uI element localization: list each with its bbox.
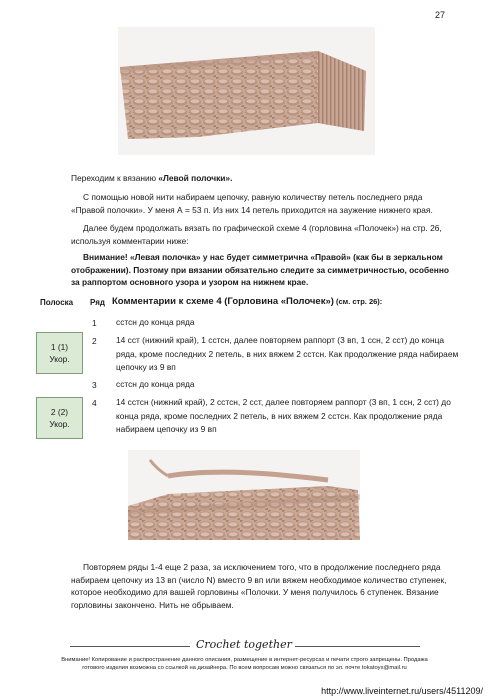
row-number-3: 3 [92,380,97,390]
col-header-comment [112,296,462,307]
col-header-comment-title: Комментарии к схеме 4 (Горловина «Полочек») [112,296,334,307]
intro-paragraph-2: С помощью новой нити набираем цепочку, равную количеству петель последнего ряда «Правой полочки». У меня А = 53 п. Из них 14 петель приходится на заужение нижнего края. [71,192,433,215]
strip-box-1-number: 1 (1) [50,341,69,352]
neckline-photo [128,450,360,540]
knitted-front-photo [118,27,375,155]
strip-box-2 [36,397,83,439]
strip-box-1-label: Укор. [49,354,70,364]
knitted-piece-illustration [118,27,375,155]
col-header-comment-ref: (см. стр. 26): [333,297,383,306]
strip-box-1 [36,332,83,374]
copyright-note-line-1: Внимание! Копирование и распространение данного описания, размещение в интернет-ресурсах и печати строго запрещены. Продажа [61,657,428,663]
row-text-1: сстсн до конца ряда [116,317,195,327]
page-number: 27 [434,10,445,20]
row-number-4: 4 [92,398,97,408]
col-header-strip: Полоска [40,298,74,307]
footer-divider-right [295,646,420,647]
col-header-row: Ряд [90,298,105,307]
brand-signature: Crochet together [196,638,292,651]
intro-paragraph-3: Далее будем продолжать вязать по графической схеме 4 (горловина «Полочек») на стр. 26, используя комментарии ниже: [71,223,442,246]
footer-divider-left [70,646,190,647]
warning-paragraph: Внимание! «Левая полочка» у нас будет симметрична «Правой» (как бы в зеркальном отображении). Поэтому при вязании обязательно следите за симметричностью, особенно за раппортом основного узора и узором на нижнем крае. [71,252,450,288]
left-front-title: «Левой полочки». [158,173,233,183]
intro-paragraph-1 [71,172,451,185]
intro-prefix: Переходим к вязанию [71,173,159,183]
closing-paragraph: Повторяем ряды 1-4 еще 2 раза, за исключением того, что в продолжение последнего ряда набираем цепочку из 13 вп (число N) вместо 9 вп или вяжем необходимое количество ступенек, которое необходимо для вашей горловины «Полочки. У меня получилось 6 ступенек. Вязание горловины закончено. Нить не обрываем. [71,562,447,610]
strip-box-2-label: Укор. [49,419,70,429]
row-text-2: 14 сст (нижний край), 1 сстсн, далее повторяем раппорт (3 вп, 1 ссн, 2 сст) до конца ряда, кроме последних 2 петель, в них вяжем 2 сстсн. Как продолжение ряда набираем цепочку из 9 вп [116,335,459,372]
source-url: http://www.liveinternet.ru/users/4511209/ [321,686,483,696]
row-text-4: 14 сстсн (нижний край), 2 сстсн, 2 сст, далее повторяем раппорт (3 вп, 1 ссн, 2 сст) до конца ряда, кроме последних 2 петель, в них вяжем 2 сстсн. Как продолжение ряда набираем цепочку из 9 вп [116,397,451,434]
row-text-3: сстсн до конца ряда [116,379,195,389]
copyright-note [8,656,481,672]
row-number-1: 1 [92,318,97,328]
neckline-illustration [128,450,360,540]
copyright-note-line-2: готового изделия возможна со ссылкой на дизайнера. По всем вопросам можно связаться по эл. почте tokatoys@mail.ru [82,665,407,671]
row-number-2: 2 [92,336,97,346]
strip-box-2-number: 2 (2) [50,406,69,417]
